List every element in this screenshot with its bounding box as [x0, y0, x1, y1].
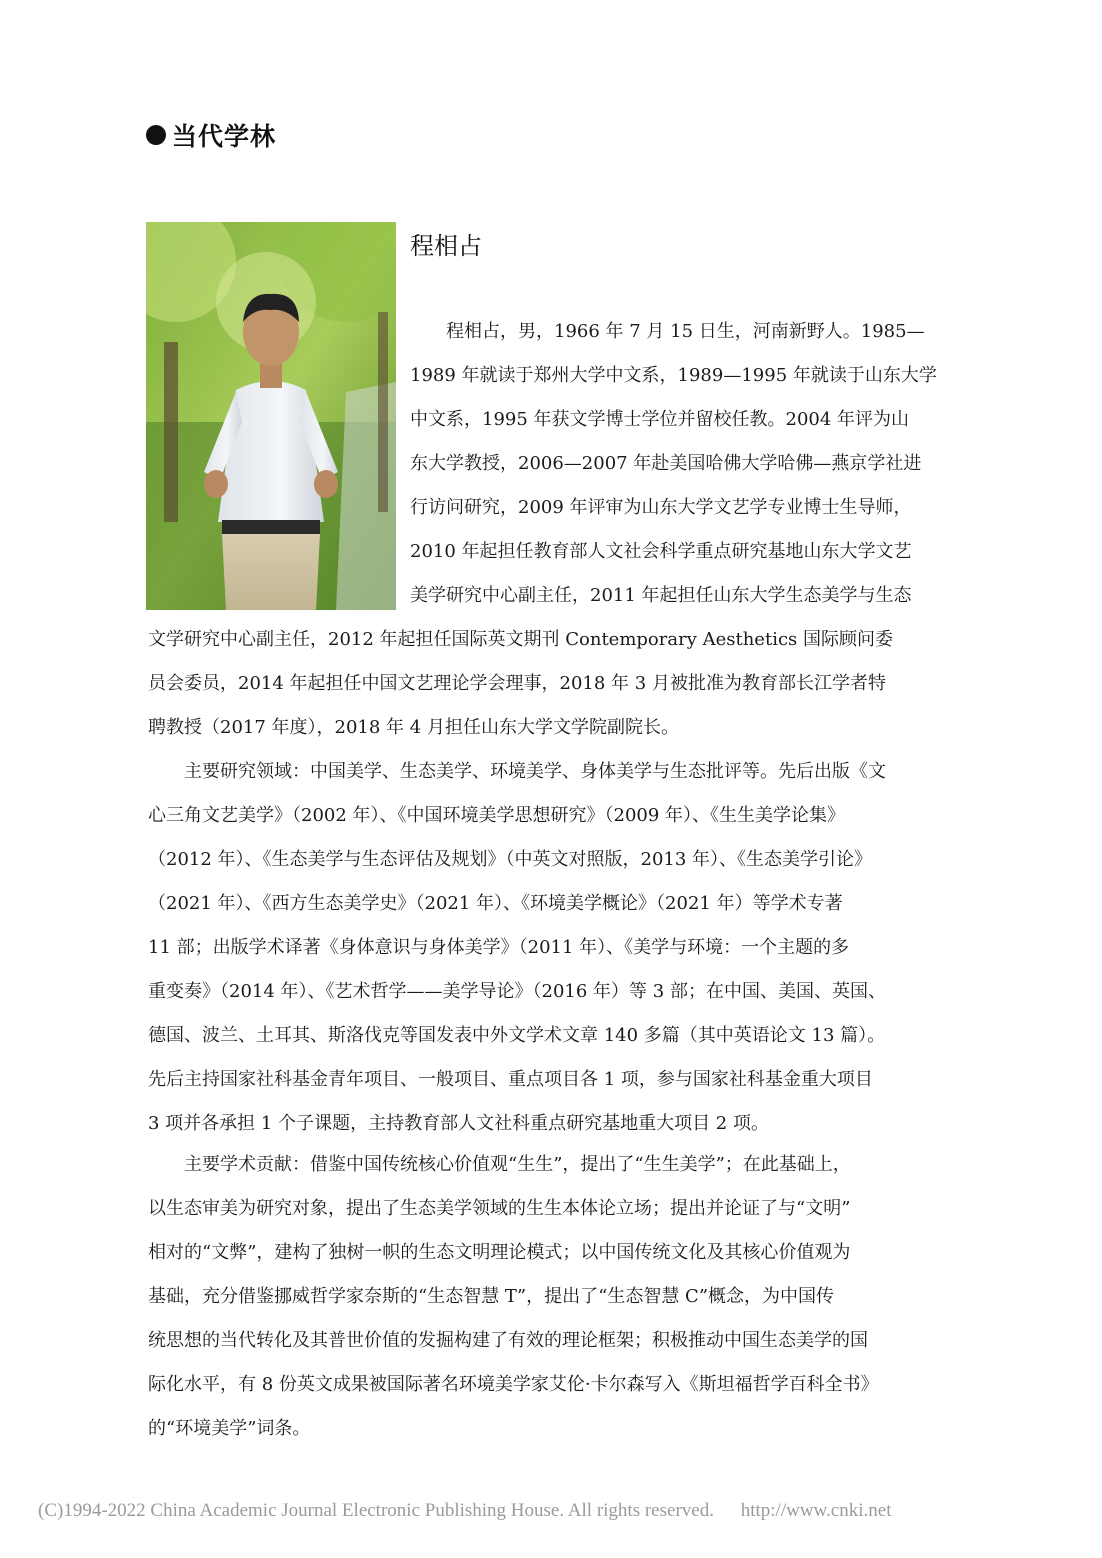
text-line: 文学研究中心副主任，2012 年起担任国际英文期刊 Contemporary Aesthetics 国际顾问委 [148, 629, 893, 650]
portrait-illustration [146, 222, 396, 610]
text-line: 基础，充分借鉴挪威哲学家奈斯的“生态智慧 T”，提出了“生态智慧 C”概念，为中国传 [148, 1286, 835, 1307]
text-line: 美学研究中心副主任，2011 年起担任山东大学生态美学与生态 [410, 585, 912, 606]
text-line: （2012 年）、《生态美学与生态评估及规划》（中英文对照版，2013 年）、《生态美学引论》 [148, 849, 873, 870]
bullet-dot-icon [146, 125, 166, 145]
text-line: 重变奏》（2014 年）、《艺术哲学——美学导论》（2016 年）等 3 部；在中国、美国、英国、 [148, 981, 886, 1002]
text-line: 的“环境美学”词条。 [148, 1418, 311, 1439]
text-line: 行访问研究，2009 年评审为山东大学文艺学专业博士生导师， [410, 497, 912, 518]
person-name: 程相占 [410, 232, 482, 260]
column-header [146, 118, 276, 152]
text-line: 德国、波兰、土耳其、斯洛伐克等国发表中外文学术文章 140 多篇（其中英语论文 13 篇）。 [148, 1025, 886, 1046]
text-line: 11 部；出版学术译著《身体意识与身体美学》（2011 年）、《美学与环境：一个主题的多 [148, 937, 850, 958]
page-footer [38, 1500, 913, 1522]
text-line: （2021 年）、《西方生态美学史》（2021 年）、《环境美学概论》（2021 年）等学术专著 [148, 893, 843, 914]
text-line: 聘教授（2017 年度），2018 年 4 月担任山东大学文学院副院长。 [148, 717, 679, 738]
column-title: 当代学林 [172, 122, 277, 151]
bio-full-paragraph [148, 618, 893, 750]
text-line: 员会委员，2014 年起担任中国文艺理论学会理事，2018 年 3 月被批准为教育部长江学者特 [148, 673, 886, 694]
footer-url-link[interactable]: http://www.cnki.net [740, 1500, 892, 1521]
bio-side-paragraph [410, 310, 937, 618]
research-paragraph [148, 750, 886, 1146]
text-line: 统思想的当代转化及其普世价值的发掘构建了有效的理论框架；积极推动中国生态美学的国 [148, 1330, 868, 1351]
text-line: 心三角文艺美学》（2002 年）、《中国环境美学思想研究》（2009 年）、《生生美学论集》 [148, 805, 846, 826]
contribution-paragraph [148, 1143, 879, 1451]
text-line: 以生态审美为研究对象，提出了生态美学领域的生生本体论立场；提出并论证了与“文明” [148, 1198, 851, 1219]
author-portrait [146, 222, 396, 610]
text-line: 相对的“文弊”，建构了独树一帜的生态文明理论模式；以中国传统文化及其核心价值观为 [148, 1242, 851, 1263]
copyright-text: (C)1994-2022 China Academic Journal Electronic Publishing House. All rights reserved. [38, 1500, 714, 1521]
text-line: 中文系，1995 年获文学博士学位并留校任教。2004 年评为山 [410, 409, 910, 430]
text-line: 先后主持国家社科基金青年项目、一般项目、重点项目各 1 项，参与国家社科基金重大项目 [148, 1069, 873, 1090]
text-line: 1989 年就读于郑州大学中文系，1989—1995 年就读于山东大学 [410, 365, 937, 386]
text-line: 3 项并各承担 1 个子课题，主持教育部人文社科重点研究基地重大项目 2 项。 [148, 1113, 769, 1134]
text-line: 程相占，男，1966 年 7 月 15 日生，河南新野人。1985— [410, 321, 925, 342]
text-line: 2010 年起担任教育部人文社会科学重点研究基地山东大学文艺 [410, 541, 912, 562]
text-line: 东大学教授，2006—2007 年赴美国哈佛大学哈佛—燕京学社进 [410, 453, 922, 474]
text-line: 主要学术贡献：借鉴中国传统核心价值观“生生”，提出了“生生美学”；在此基础上， [148, 1154, 851, 1175]
text-line: 际化水平，有 8 份英文成果被国际著名环境美学家艾伦·卡尔森写入《斯坦福哲学百科全书》 [148, 1374, 879, 1395]
text-line: 主要研究领域：中国美学、生态美学、环境美学、身体美学与生态批评等。先后出版《文 [148, 761, 886, 782]
